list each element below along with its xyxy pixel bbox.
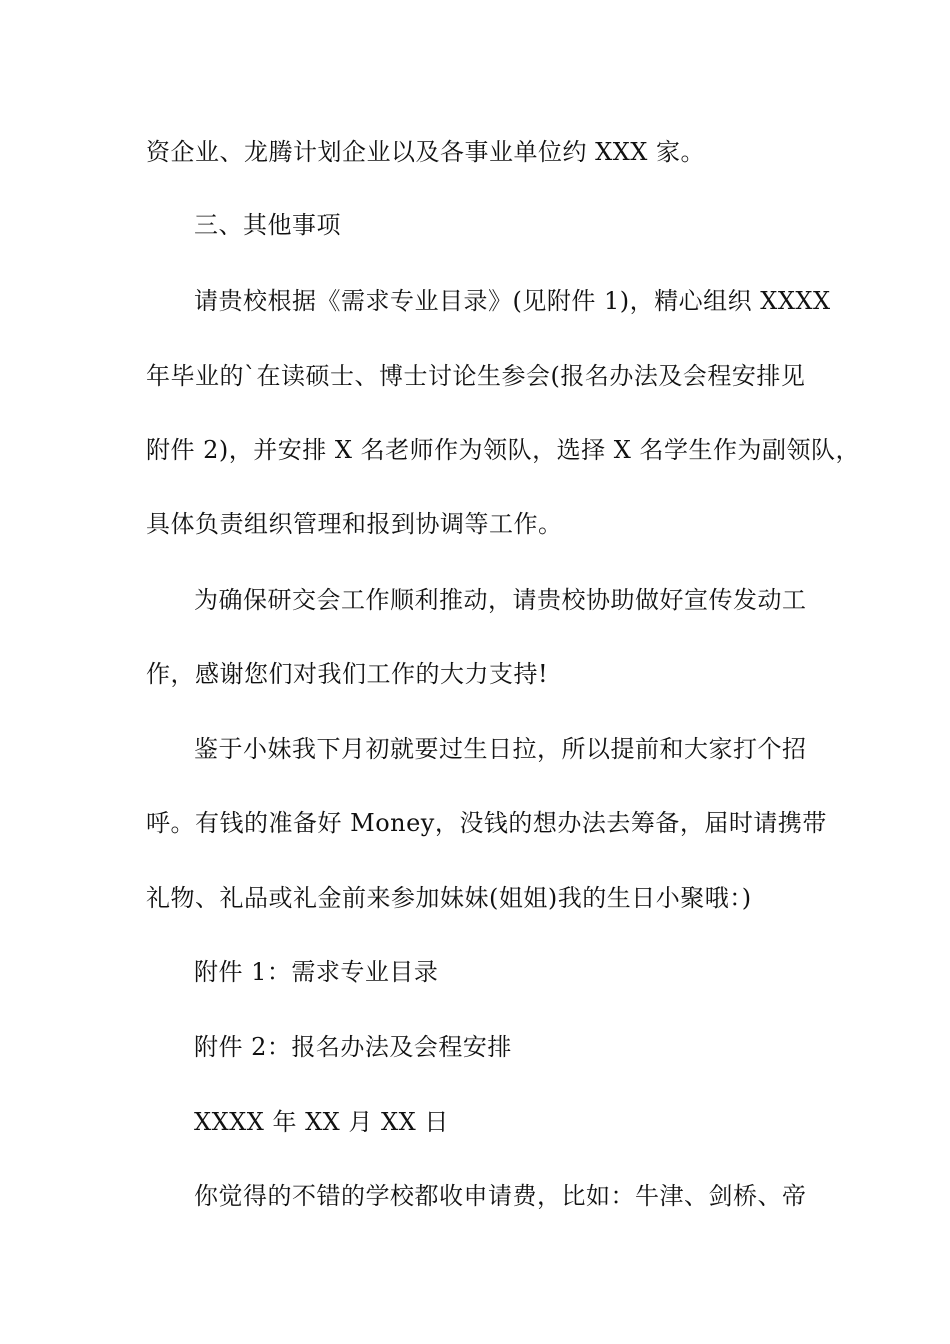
paragraph-line: 附件 2)，并安排 X 名老师作为领队，选择 X 名学生作为副领队，: [146, 436, 860, 464]
attachment-line: 附件 2：报名办法及会程安排: [194, 1033, 512, 1061]
paragraph-line: 具体负责组织管理和报到协调等工作。: [146, 510, 563, 538]
paragraph-line: 你觉得的不错的学校都收申请费，比如：牛津、剑桥、帝: [194, 1182, 807, 1210]
paragraph-line: 礼物、礼品或礼金前来参加妹妹(姐姐)我的生日小聚哦：): [146, 884, 752, 912]
attachment-line: 附件 1：需求专业目录: [194, 958, 439, 986]
paragraph-line: 作，感谢您们对我们工作的大力支持!: [146, 660, 549, 688]
paragraph-line: 呼。有钱的准备好 Money，没钱的想办法去筹备，届时请携带: [146, 809, 827, 837]
date-line: XXXX 年 XX 月 XX 日: [194, 1108, 449, 1136]
section-heading: 三、其他事项: [194, 211, 341, 239]
paragraph-line: 资企业、龙腾计划企业以及各事业单位约 XXX 家。: [146, 138, 706, 166]
paragraph-line: 请贵校根据《需求专业目录》(见附件 1)，精心组织 XXXX: [194, 287, 831, 315]
paragraph-line: 为确保研交会工作顺利推动，请贵校协助做好宣传发动工: [194, 586, 807, 614]
paragraph-line: 年毕业的`在读硕士、博士讨论生参会(报名办法及会程安排见: [146, 362, 806, 390]
paragraph-line: 鉴于小妹我下月初就要过生日拉，所以提前和大家打个招: [194, 735, 807, 763]
